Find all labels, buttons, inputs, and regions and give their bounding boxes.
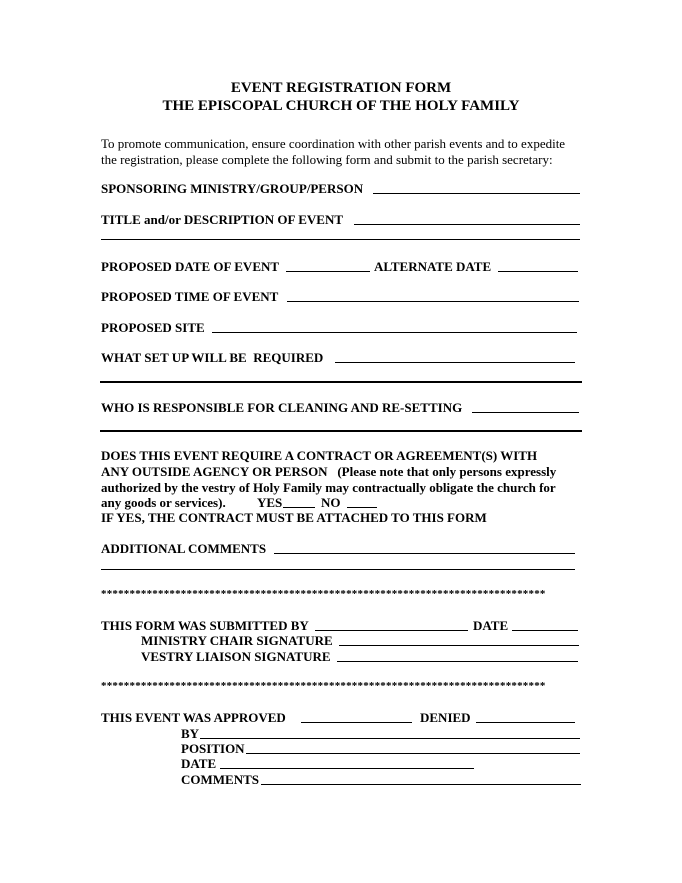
approval-date-field[interactable]: [220, 768, 474, 769]
divider-2: [100, 430, 582, 432]
approved-by-label: BY: [181, 726, 200, 741]
ministry-chair-label: MINISTRY CHAIR SIGNATURE: [141, 633, 333, 648]
church-name: THE EPISCOPAL CHURCH OF THE HOLY FAMILY: [162, 98, 520, 114]
approved-by-field[interactable]: [200, 738, 580, 739]
contract-line-2: ANY OUTSIDE AGENCY OR PERSON (Please note that only persons expressly: [101, 464, 557, 479]
approved-field[interactable]: [301, 722, 412, 723]
proposed-time-field[interactable]: [287, 301, 579, 302]
no-field[interactable]: [347, 507, 377, 508]
approved-label: THIS EVENT WAS APPROVED: [101, 710, 286, 725]
ministry-chair-field[interactable]: [339, 645, 579, 646]
yes-field[interactable]: [283, 507, 315, 508]
title-description-field[interactable]: [354, 224, 580, 225]
sponsoring-field[interactable]: [373, 193, 580, 194]
if-yes-note: IF YES, THE CONTRACT MUST BE ATTACHED TO THIS FORM: [101, 510, 487, 525]
additional-comments-field[interactable]: [274, 553, 575, 554]
vestry-liaison-label: VESTRY LIAISON SIGNATURE: [141, 649, 331, 664]
no-label: NO: [321, 495, 341, 510]
form-title: EVENT REGISTRATION FORM: [230, 80, 452, 96]
cleaning-field[interactable]: [472, 412, 579, 413]
submitted-date-label: DATE: [473, 618, 509, 633]
proposed-date-field[interactable]: [286, 271, 370, 272]
separator-stars-1: ******************************************************************************: [101, 588, 546, 600]
submitted-by-label: THIS FORM WAS SUBMITTED BY: [101, 618, 309, 633]
intro-line-1: To promote communication, ensure coordination with other parish events and to expedite: [101, 136, 566, 151]
denied-label: DENIED: [420, 710, 471, 725]
separator-stars-2: ******************************************************************************: [101, 680, 546, 692]
sponsoring-label: SPONSORING MINISTRY/GROUP/PERSON: [101, 181, 364, 196]
contract-line-3: authorized by the vestry of Holy Family may contractually obligate the church for: [101, 480, 556, 495]
intro-line-2: the registration, please complete the following form and submit to the parish secretary:: [101, 152, 553, 167]
alternate-date-label: ALTERNATE DATE: [374, 259, 492, 274]
contract-line-1: DOES THIS EVENT REQUIRE A CONTRACT OR AGREEMENT(S) WITH: [101, 448, 538, 463]
setup-label: WHAT SET UP WILL BE REQUIRED: [101, 350, 324, 365]
proposed-site-field[interactable]: [212, 332, 577, 333]
cleaning-label: WHO IS RESPONSIBLE FOR CLEANING AND RE-SETTING: [101, 400, 463, 415]
additional-comments-label: ADDITIONAL COMMENTS: [101, 541, 267, 556]
comments-field[interactable]: [261, 784, 581, 785]
denied-field[interactable]: [476, 722, 575, 723]
vestry-liaison-field[interactable]: [337, 661, 578, 662]
title-description-field-2[interactable]: [101, 239, 580, 240]
submitted-date-field[interactable]: [512, 630, 578, 631]
approval-date-label: DATE: [181, 756, 217, 771]
proposed-time-label: PROPOSED TIME OF EVENT: [101, 289, 279, 304]
contract-line-4: any goods or services).: [101, 495, 226, 510]
setup-field[interactable]: [335, 362, 575, 363]
additional-comments-field-2[interactable]: [101, 569, 575, 570]
alternate-date-field[interactable]: [498, 271, 578, 272]
comments-label: COMMENTS: [181, 772, 259, 787]
divider-1: [100, 381, 582, 383]
position-field[interactable]: [246, 753, 580, 754]
yes-label: YES: [257, 495, 283, 510]
submitted-by-field[interactable]: [315, 630, 468, 631]
proposed-site-label: PROPOSED SITE: [101, 320, 205, 335]
title-description-label: TITLE and/or DESCRIPTION OF EVENT: [101, 212, 344, 227]
position-label: POSITION: [181, 741, 245, 756]
proposed-date-label: PROPOSED DATE OF EVENT: [101, 259, 280, 274]
